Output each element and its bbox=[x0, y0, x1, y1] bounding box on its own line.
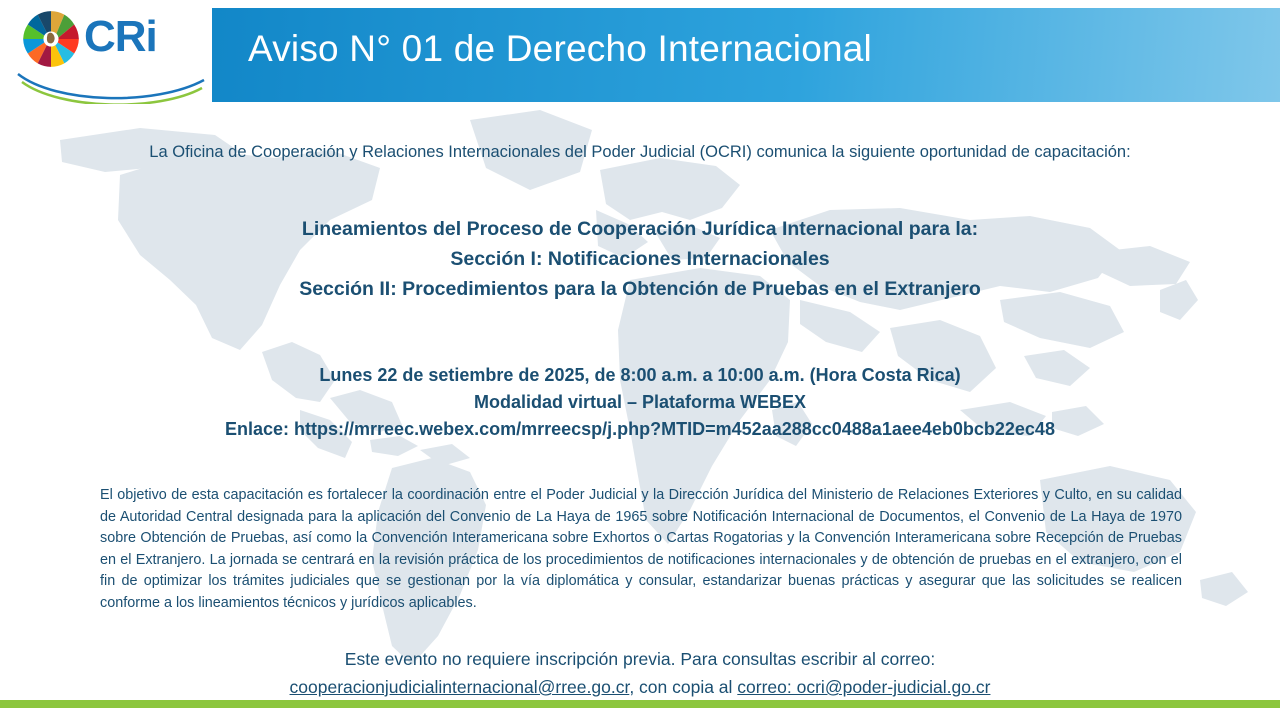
header bbox=[0, 0, 1280, 110]
schedule-modality: Modalidad virtual – Plataforma WEBEX bbox=[473, 392, 807, 412]
email-link-ocri[interactable]: correo: ocri@poder-judicial.go.cr bbox=[737, 677, 991, 697]
footer-note-middle: , con copia al bbox=[629, 677, 738, 697]
main-content bbox=[0, 110, 1280, 700]
footer-note-line1: Este evento no requiere inscripción previa. Para consultas escribir al correo: bbox=[344, 649, 936, 669]
page-title: Aviso N° 01 de Derecho Internacional bbox=[248, 28, 872, 69]
bottom-green-stripe bbox=[0, 700, 1280, 708]
bottom-white-stripe bbox=[0, 708, 1280, 720]
course-title-block bbox=[90, 214, 1190, 304]
course-title-line-3: Sección II: Procedimientos para la Obtención de Pruebas en el Extranjero bbox=[299, 278, 981, 300]
intro-paragraph: La Oficina de Cooperación y Relaciones Internacionales del Poder Judicial (OCRI) comunica la siguiente oportunidad de capacitación: bbox=[149, 143, 1131, 161]
schedule-link[interactable]: Enlace: https://mrreec.webex.com/mrreecsp/j.php?MTID=m452aa288cc0488a1aee4eb0bcb22ec48 bbox=[225, 419, 1055, 439]
course-title-line-1: Lineamientos del Proceso de Cooperación Jurídica Internacional para la: bbox=[301, 218, 979, 240]
body-paragraph: El objetivo de esta capacitación es fortalecer la coordinación entre el Poder Judicial y la Dirección Jurídica del Ministerio de Relaciones Exteriores y Culto, en su calidad de Autoridad Central designada para la aplicación del Convenio de La Haya de 1965 sobre Notificación Internacional de Documentos, el Convenio de La Haya de 1970 sobre Obtención de Pruebas, así como la Convención Interamericana sobre Exhortos o Cartas Rogatorias y la Convención Interamericana sobre Recepción de Pruebas en el Extranjero. La jornada se centrará en la revisión práctica de los procedimientos de notificaciones internacionales y de obtención de pruebas en el extranjero, con el fin de optimizar los trámites judiciales que se gestionan por la vía diplomática y consular, estandarizar buenas prácticas y asegurar que las solicitudes se realicen conforme a los lineamientos técnicos y jurídicos aplicables. bbox=[100, 487, 1182, 611]
sdg-wheel-icon bbox=[22, 10, 80, 68]
email-link-rree[interactable]: cooperacionjudicialinternacional@rree.go.cr bbox=[289, 677, 630, 697]
schedule-block bbox=[90, 362, 1190, 443]
ocri-swoosh-icon bbox=[16, 64, 206, 104]
course-title-line-2: Sección I: Notificaciones Internacionales bbox=[450, 248, 830, 270]
ocri-logo bbox=[12, 6, 208, 106]
logo-text: CRi bbox=[84, 12, 157, 61]
bottom-bar bbox=[0, 700, 1280, 720]
footer-note bbox=[90, 645, 1190, 701]
footer-note-line2 bbox=[90, 673, 1190, 701]
schedule-datetime: Lunes 22 de setiembre de 2025, de 8:00 a.m. a 10:00 a.m. (Hora Costa Rica) bbox=[319, 365, 961, 385]
